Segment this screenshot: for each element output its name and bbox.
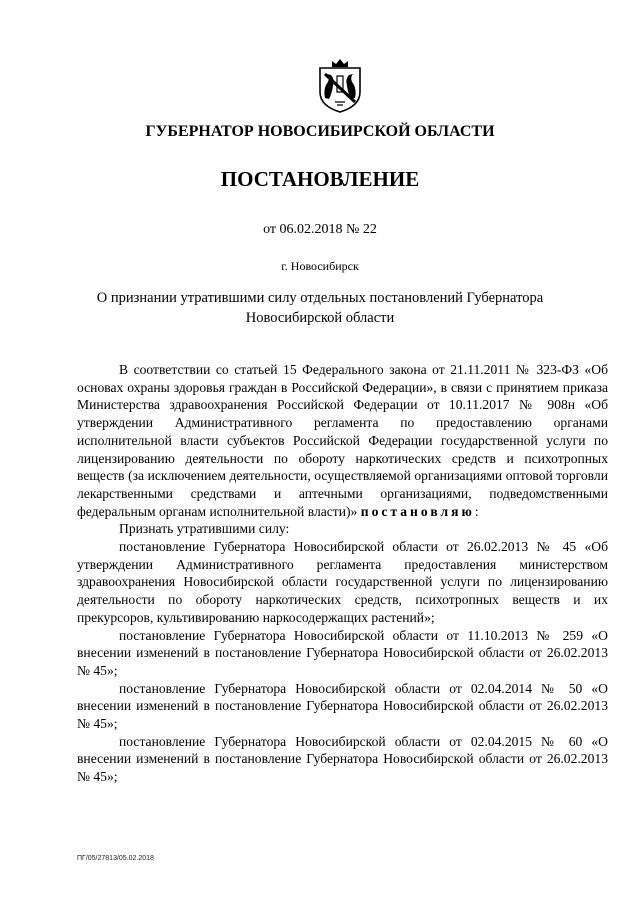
list-item: постановление Губернатора Новосибирской области от 02.04.2014 № 50 «О внесении изменений в постановление Губернатора Новосибирской области от 26.02.2013 № 45»; [77, 680, 608, 732]
document-date-number: от 06.02.2018 № 22 [263, 222, 377, 237]
list-item: постановление Губернатора Новосибирской области от 26.02.2013 № 45 «Об утверждении Административного регламента предоставления министерством здравоохранения Новосибирской области государственной услуги по лицензированию деятельности по обороту наркотических средств, психотропных веществ и их прекурсоров, культивированию наркосодержащих растений»; [77, 539, 608, 625]
document-subject [0, 288, 640, 328]
list-item: постановление Губернатора Новосибирской области от 11.10.2013 № 259 «О внесении изменений в постановление Губернатора Новосибирской области от 26.02.2013 № 45»; [77, 627, 608, 678]
coat-of-arms-icon [315, 58, 365, 114]
organization-title: ГУБЕРНАТОР НОВОСИБИРСКОЙ ОБЛАСТИ [145, 123, 495, 140]
document-city: г. Новосибирск [281, 259, 359, 273]
document-type: ПОСТАНОВЛЕНИЕ [220, 167, 420, 191]
intro-paragraph [77, 361, 608, 520]
document-code: ПГ/05/27813/05.02.2018 [77, 855, 154, 862]
decree-suffix: : [474, 503, 479, 519]
intro-text: В соответствии со статьей 15 Федерального закона от 21.11.2011 № 323-ФЗ «Об основах охраны здоровья граждан в Российской Федерации», в связи с принятием приказа Министерства здравоохранения Российской Федерации от 10.11.2017 № 908н «Об утверждении Административного регламента по предоставлению органами исполнительной власти субъектов Российской Федерации государственной услуги по лицензированию деятельности по обороту наркотических средств и психотропных веществ (за исключением деятельности, осуществляемой организациями оптовой торговли лекарственными средствами и аптечными организациями, подведомственными федеральным органам исполнительной власти)» [77, 362, 608, 519]
subject-line-2: Новосибирской области [245, 310, 395, 326]
subject-line-1: О признании утратившими силу отдельных постановлений Губернатора [96, 290, 544, 306]
list-item: постановление Губернатора Новосибирской области от 02.04.2015 № 60 «О внесении изменений в постановление Губернатора Новосибирской области от 26.02.2013 № 45»; [77, 733, 608, 785]
document-body [77, 361, 608, 786]
recognize-paragraph: Признать утратившими силу: [119, 521, 290, 537]
decree-word: постановляю [360, 503, 475, 519]
